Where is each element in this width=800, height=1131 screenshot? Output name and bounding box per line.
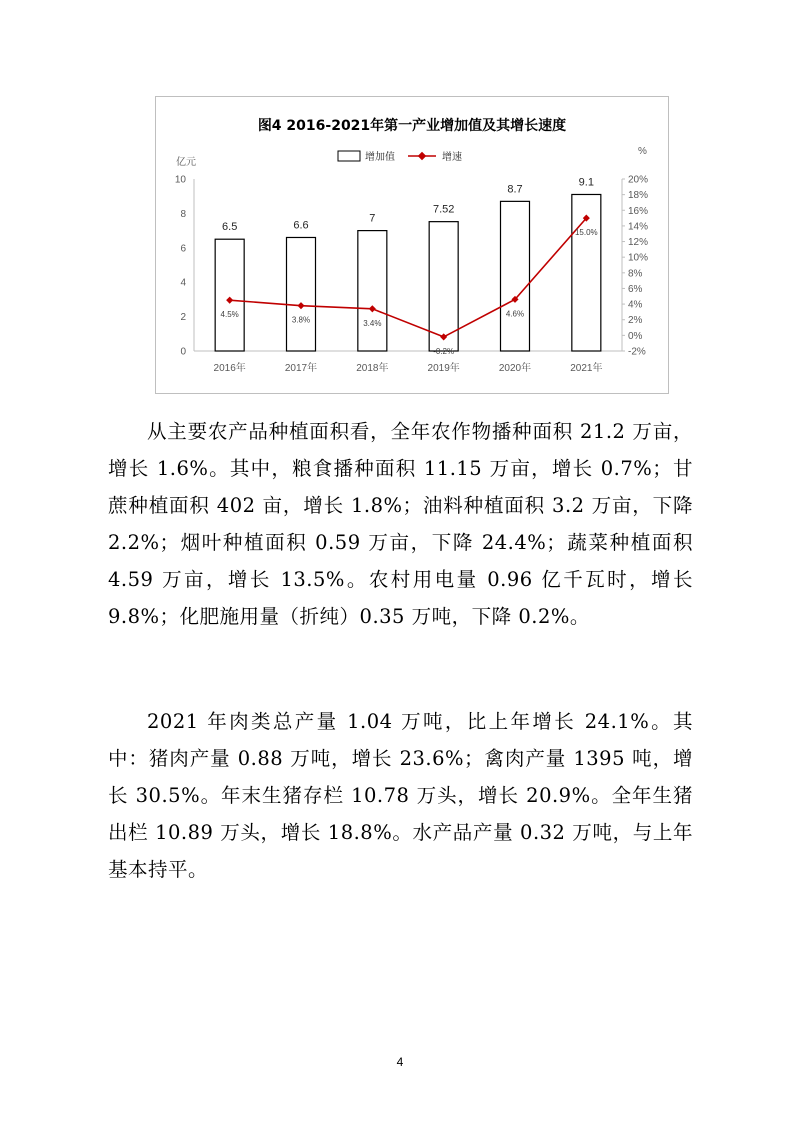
right-tick-label: 16% [628, 205, 649, 217]
bar-value-label: 8.7 [507, 183, 523, 196]
growth-value-label: 4.6% [505, 309, 525, 319]
bar-series [215, 194, 601, 351]
right-tick-label: 2% [628, 315, 643, 327]
right-tick-label: 12% [628, 237, 649, 249]
right-axis [622, 175, 648, 358]
right-tick-label: -2% [628, 346, 646, 358]
legend-line-label: 增速 [442, 152, 462, 163]
chart-container [155, 96, 669, 394]
right-tick-label: 0% [628, 330, 643, 342]
right-tick-label: 14% [628, 221, 649, 233]
right-axis-unit: % [638, 146, 647, 157]
growth-value-label: 3.4% [363, 318, 382, 328]
left-tick-label: 10 [174, 174, 186, 186]
bar-value-label: 7 [369, 212, 376, 225]
right-tick-label: 6% [628, 283, 643, 295]
left-tick-label: 8 [180, 208, 186, 220]
chart-title: 图4 2016-2021年第一产业增加值及其增长速度 [257, 118, 567, 134]
legend-bar-label: 增加值 [365, 152, 395, 163]
paragraph-crop-area: 从主要农产品种植面积看，全年农作物播种面积 21.2 万亩，增长 1.6%。其中，粮食播种面积 11.15 万亩，增长 0.7%；甘蔗种植面积 402 亩，增长 1.8%；油料种植面积 3.2 万亩，下降 2.2%；烟叶种植面积 0.59 万亩，下降 24.4%；蔬菜种植面积 4.59 万亩，增长 13.5%。农村用电量 0.96 亿千瓦时，增长 9.8%；化肥施用量（折纯）0.35 万吨，下降 0.2%。 [108, 420, 693, 628]
x-tick-label: 2017年 [284, 363, 318, 374]
bar [501, 201, 530, 351]
bar [215, 239, 244, 351]
right-tick-label: 10% [628, 252, 649, 264]
bar-value-label: 6.6 [293, 219, 309, 232]
legend-bar-swatch [338, 151, 360, 161]
chart-svg [156, 97, 668, 393]
growth-line-path [230, 218, 587, 337]
paragraph-meat-output: 2021 年肉类总产量 1.04 万吨，比上年增长 24.1%。其中：猪肉产量 0.88 万吨，增长 23.6%；禽肉产量 1395 吨，增长 30.5%。年末生猪存栏 10.78 万头，增长 20.9%。全年生猪出栏 10.89 万头，增长 18.8%。水产品产量 0.32 万吨，与上年基本持平。 [108, 710, 693, 881]
growth-value-label: 4.5% [220, 310, 239, 320]
legend [338, 150, 462, 163]
right-tick-label: 8% [628, 268, 643, 280]
x-axis [194, 351, 622, 374]
bar-value-label: 6.5 [222, 221, 238, 234]
growth-value-label: 3.8% [291, 315, 311, 325]
x-tick-label: 2021年 [570, 363, 603, 374]
page-number: 4 [396, 1055, 404, 1069]
x-tick-label: 2020年 [498, 363, 532, 374]
growth-labels [221, 228, 598, 356]
bar-value-label: 7.52 [432, 203, 455, 216]
x-tick-label: 2016年 [213, 363, 246, 374]
legend-line-marker [418, 152, 426, 160]
left-axis-unit: 亿元 [176, 157, 196, 168]
x-tick-label: 2019年 [427, 363, 460, 374]
bar-value-label: 9.1 [578, 176, 594, 189]
bar-labels [222, 176, 594, 233]
bar [358, 231, 387, 351]
growth-value-label: -0.2% [433, 346, 455, 356]
left-tick-label: 2 [180, 312, 186, 324]
right-tick-label: 4% [628, 299, 643, 311]
growth-series [226, 212, 590, 341]
left-tick-label: 6 [180, 243, 186, 255]
growth-value-label: 15.0% [574, 228, 598, 238]
left-tick-label: 4 [180, 277, 186, 289]
right-tick-label: 18% [628, 190, 649, 202]
left-tick-label: 0 [180, 346, 186, 358]
x-tick-label: 2018年 [356, 363, 389, 374]
bar [287, 237, 316, 351]
right-tick-label: 20% [628, 174, 649, 186]
left-axis [175, 175, 194, 358]
